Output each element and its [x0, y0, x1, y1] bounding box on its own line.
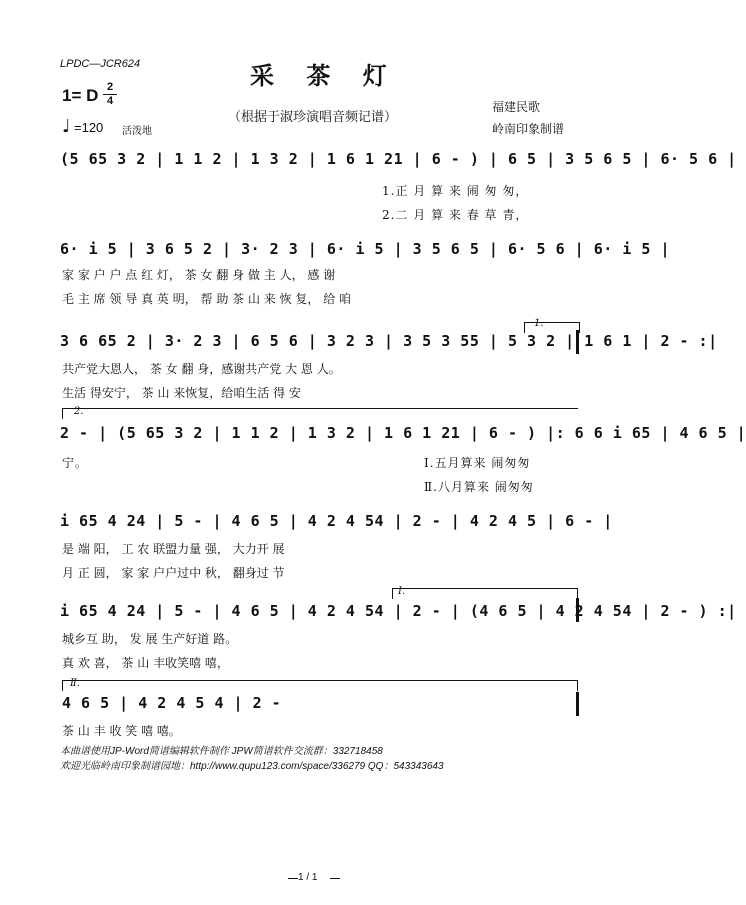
tempo-marking: =120 [74, 120, 104, 135]
lyric-line-1-verse-1: 1.正 月 算 来 闹 匆 匆， [382, 184, 529, 198]
key-signature: 1= D [62, 86, 99, 105]
page-number: 1 / 1 [298, 872, 318, 883]
score-code: LPDC—JCR624 [60, 58, 141, 70]
footer-software-note: 本曲谱使用JP-Word简谱编辑软件制作 JPW简谱软件交流群：332718458 [60, 746, 383, 757]
lyric-line-5-verse-1: 是 端 阳， 工 农 联盟力量 强， 大力开 展 [62, 542, 285, 556]
subtitle: （根据于淑珍演唱音频记谱） [228, 110, 398, 125]
time-signature [103, 82, 117, 107]
notation-line-4: 2 - | (5 65 3 2 | 1 1 2 | 1 3 2 | 1 6 1 21 | 6 - ) |: 6 6 i 65 | 4 6 5 | [60, 424, 746, 442]
volta-label-II: Ⅱ. [70, 678, 80, 689]
song-origin: 福建民歌 [492, 100, 541, 114]
notation-line-7: 4 6 5 | 4 2 4 5 4 | 2 - [62, 694, 282, 712]
lyric-line-7: 茶 山 丰 收 笑 嘻 嘻。 [62, 724, 181, 738]
lyric-line-6-verse-2: 真 欢 喜， 茶 山 丰收笑嘻 嘻， [62, 656, 229, 670]
lyric-line-4-start: 宁。 [62, 456, 89, 470]
lyric-line-2-verse-1: 家 家 户 户 点 红 灯， 茶 女 翻 身 做 主 人， 感 谢 [62, 268, 336, 282]
lyric-line-4-verse-1: Ⅰ.五月算来 闹匆匆 [424, 456, 531, 470]
notation-line-6: i 65 4 24 | 5 - | 4 6 5 | 4 2 4 54 | 2 - | (4 6 5 | 4 2 4 54 | 2 - ) :| [60, 602, 737, 620]
lyric-line-3-verse-2: 生活 得安宁， 茶 山 来恢复，给咱生活 得 安 [62, 386, 301, 400]
notation-line-5: i 65 4 24 | 5 - | 4 6 5 | 4 2 4 54 | 2 - | 4 2 4 5 | 6 - | [60, 512, 613, 530]
volta-label-I: Ⅰ. [398, 586, 406, 597]
page-rule-left [288, 878, 298, 879]
song-title: 采 茶 灯 [250, 61, 399, 90]
volta-label-2: 2. [74, 406, 84, 417]
quarter-note-icon: ♩ [62, 116, 71, 137]
lyric-line-2-verse-2: 毛 主 席 领 导 真 英 明， 帮 助 茶 山 来 恢 复， 给 咱 [62, 292, 352, 306]
lyric-line-4-verse-2: Ⅱ.八月算来 闹匆匆 [424, 480, 534, 494]
lyric-line-3-verse-1: 共产党大恩人， 茶 女 翻 身，感谢共产党 大 恩 人。 [62, 362, 341, 376]
final-barline [576, 692, 579, 716]
lyric-line-1-verse-2: 2.二 月 算 来 春 草 青， [382, 208, 529, 222]
footer-website-note: 欢迎光临岭南印象制谱园地：http://www.qupu123.com/space/336279 QQ：543343643 [60, 761, 444, 772]
volta-label-1: 1. [534, 318, 544, 329]
notation-line-1: (5 65 3 2 | 1 1 2 | 1 3 2 | 1 6 1 21 | 6 - ) | 6 5 | 3 5 6 5 | 6· 5 6 | [60, 150, 737, 168]
arranger: 岭南印象制谱 [492, 122, 565, 136]
page-rule-right [330, 878, 340, 879]
notation-line-3: 3 6 65 2 | 3· 2 3 | 6 5 6 | 3 2 3 | 3 5 3 55 | 5 3 2 | 1 6 1 | 2 - :| [60, 332, 718, 350]
volta-bracket-II [62, 680, 578, 691]
notation-line-2: 6· i 5 | 3 6 5 2 | 3· 2 3 | 6· i 5 | 3 5 6 5 | 6· 5 6 | 6· i 5 | [60, 240, 670, 258]
lyric-line-5-verse-2: 月 正 圆， 家 家 户户过中 秋， 翻身过 节 [62, 566, 285, 580]
expression-marking: 活泼地 [122, 126, 152, 137]
meter-bottom: 4 [106, 95, 114, 107]
lyric-line-6-verse-1: 城乡互 助， 发 展 生产好道 路。 [62, 632, 238, 646]
volta-bracket-I [392, 588, 578, 599]
meter-top: 2 [106, 81, 114, 93]
volta-bracket-2 [62, 408, 578, 419]
